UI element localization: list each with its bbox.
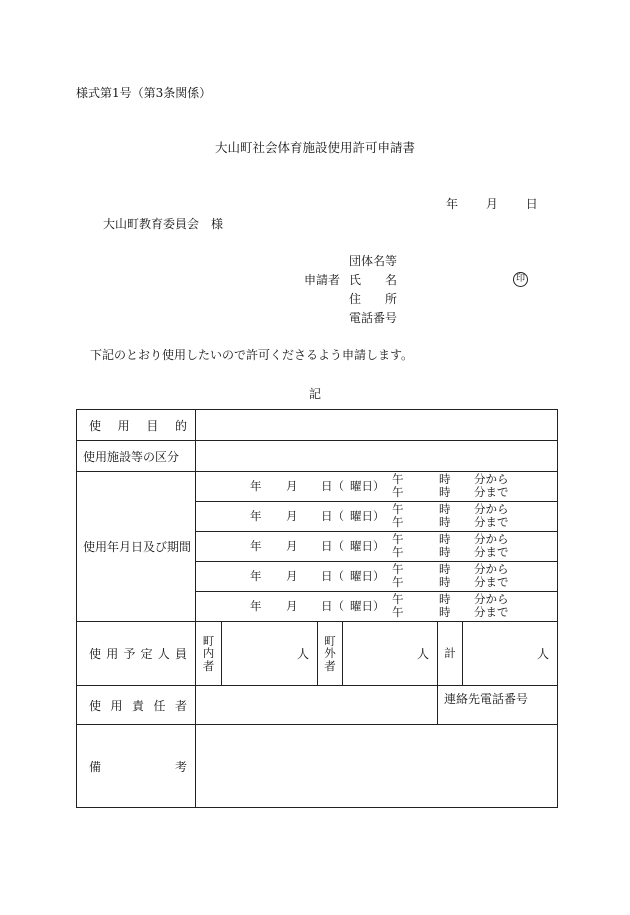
remarks-char-1: 備 (89, 759, 102, 774)
dateline (196, 472, 557, 501)
date-month: 月 (286, 479, 298, 493)
to-text: 分まで (474, 485, 509, 499)
date-day: 日 (525, 197, 538, 211)
purpose-label (77, 410, 196, 441)
form-number: 様式第1号（第3条関係） (76, 86, 212, 100)
purpose-char-2: 用 (117, 418, 130, 433)
date-day: 日（ (321, 599, 344, 613)
remarks-label (77, 725, 196, 808)
dateline (196, 592, 557, 621)
from-text: 分から (474, 592, 509, 606)
people-char-3: 予 (123, 647, 136, 661)
facility-field[interactable] (196, 441, 558, 472)
date-field-1[interactable] (196, 472, 558, 502)
seal-icon: 印 (513, 272, 528, 287)
am-pm-2: 午 (392, 575, 404, 589)
date-year: 年 (250, 569, 262, 583)
people-char-4: 定 (140, 647, 153, 661)
out-town-char-1: 町 (324, 634, 336, 649)
purpose-field[interactable] (196, 410, 558, 441)
remarks-char-2: 考 (174, 759, 187, 774)
to-text: 分まで (474, 605, 509, 619)
date-month: 月 (286, 539, 298, 553)
date-year: 年 (446, 197, 459, 211)
date-month: 月 (286, 599, 298, 613)
address-char-1: 住 (349, 292, 362, 306)
am-pm-1: 午 (392, 532, 404, 546)
am-pm-1: 午 (392, 562, 404, 576)
to-text: 分まで (474, 515, 509, 529)
am-pm-1: 午 (392, 592, 404, 606)
name-char-1: 氏 (349, 273, 362, 287)
hour-2: 時 (439, 515, 451, 529)
hour-1: 時 (439, 592, 451, 606)
in-town-label (196, 622, 222, 686)
date-day: 日（ (321, 479, 344, 493)
purpose-char-4: 的 (174, 418, 187, 433)
date-month: 月 (286, 509, 298, 523)
dates-label: 使用年月日及び期間 (77, 472, 196, 622)
person-unit: 人 (416, 647, 429, 661)
hour-2: 時 (439, 545, 451, 559)
am-pm-2: 午 (392, 485, 404, 499)
hour-1: 時 (439, 532, 451, 546)
page-title: 大山町社会体育施設使用許可申請書 (214, 140, 415, 155)
people-char-2: 用 (106, 647, 119, 661)
hour-1: 時 (439, 502, 451, 516)
dateline (196, 562, 557, 591)
ki-heading: 記 (308, 387, 321, 401)
date-weekday: 曜日） (350, 479, 385, 493)
date-weekday: 曜日） (350, 509, 385, 523)
remarks-row (77, 725, 558, 808)
contact-phone-label: 連絡先電話番号 (444, 692, 529, 706)
facility-label: 使用施設等の区分 (77, 441, 196, 472)
am-pm-2: 午 (392, 545, 404, 559)
hour-1: 時 (439, 562, 451, 576)
person-unit: 人 (537, 647, 550, 661)
date-day: 日（ (321, 569, 344, 583)
date-year: 年 (250, 479, 262, 493)
in-town-count-field[interactable] (222, 622, 318, 686)
purpose-char-1: 使 (89, 418, 102, 433)
hour-2: 時 (439, 575, 451, 589)
out-town-count-field[interactable] (343, 622, 438, 686)
in-town-char-1: 町 (202, 634, 215, 649)
from-text: 分から (474, 502, 509, 516)
hour-1: 時 (439, 472, 451, 486)
people-label (77, 622, 196, 686)
dateline (196, 502, 557, 531)
people-char-5: 人 (157, 647, 170, 661)
hour-2: 時 (439, 485, 451, 499)
out-town-label (318, 622, 343, 686)
date-field-4[interactable] (196, 562, 558, 592)
date-month: 月 (286, 569, 298, 583)
date-year: 年 (250, 509, 262, 523)
responsible-char-3: 責 (131, 698, 144, 713)
total-label: 計 (438, 622, 463, 686)
person-unit: 人 (296, 647, 309, 661)
from-text: 分から (474, 472, 509, 486)
applicant-label: 申請者 (304, 273, 341, 287)
date-day: 日（ (321, 509, 344, 523)
in-town-char-2: 内 (202, 646, 215, 661)
name-char-2: 名 (385, 273, 398, 287)
responsible-row (77, 686, 558, 725)
out-town-char-2: 外 (324, 646, 336, 661)
applicant-org-label: 団体名等 (349, 254, 398, 268)
out-town-char-3: 者 (324, 658, 336, 673)
date-field-3[interactable] (196, 532, 558, 562)
people-row (77, 622, 558, 686)
in-town-char-3: 者 (202, 658, 215, 673)
total-count-field[interactable] (463, 622, 558, 686)
date-day: 日（ (321, 539, 344, 553)
application-table (76, 409, 558, 808)
facility-row (77, 441, 558, 472)
date-row (77, 472, 558, 502)
from-text: 分から (474, 562, 509, 576)
intro-text: 下記のとおり使用したいので許可くださるよう申請します。 (90, 348, 414, 362)
am-pm-2: 午 (392, 515, 404, 529)
responsible-char-2: 用 (110, 698, 123, 713)
responsible-char-5: 者 (174, 698, 187, 713)
date-field-2[interactable] (196, 502, 558, 532)
responsible-name-field[interactable] (196, 686, 438, 725)
dateline (196, 532, 557, 561)
people-char-1: 使 (89, 647, 102, 661)
to-text: 分まで (474, 575, 509, 589)
hour-2: 時 (439, 605, 451, 619)
date-year: 年 (250, 599, 262, 613)
am-pm-1: 午 (392, 472, 404, 486)
responsible-char-1: 使 (89, 698, 102, 713)
purpose-row (77, 410, 558, 441)
contact-phone-field[interactable] (438, 686, 558, 725)
date-weekday: 曜日） (350, 539, 385, 553)
application-date (446, 198, 538, 210)
addressee: 大山町教育委員会 様 (103, 217, 224, 231)
am-pm-1: 午 (392, 502, 404, 516)
date-weekday: 曜日） (350, 569, 385, 583)
applicant-phone-label: 電話番号 (349, 311, 398, 325)
responsible-char-4: 任 (153, 698, 166, 713)
date-field-5[interactable] (196, 592, 558, 622)
date-year: 年 (250, 539, 262, 553)
from-text: 分から (474, 532, 509, 546)
responsible-label (77, 686, 196, 725)
am-pm-2: 午 (392, 605, 404, 619)
remarks-field[interactable] (196, 725, 558, 808)
applicant-name-label (349, 274, 397, 286)
date-month: 月 (485, 197, 498, 211)
purpose-char-3: 目 (146, 418, 159, 433)
date-weekday: 曜日） (350, 599, 385, 613)
to-text: 分まで (474, 545, 509, 559)
applicant-address-label (349, 293, 397, 305)
address-char-2: 所 (385, 292, 398, 306)
people-char-6: 員 (174, 647, 187, 661)
